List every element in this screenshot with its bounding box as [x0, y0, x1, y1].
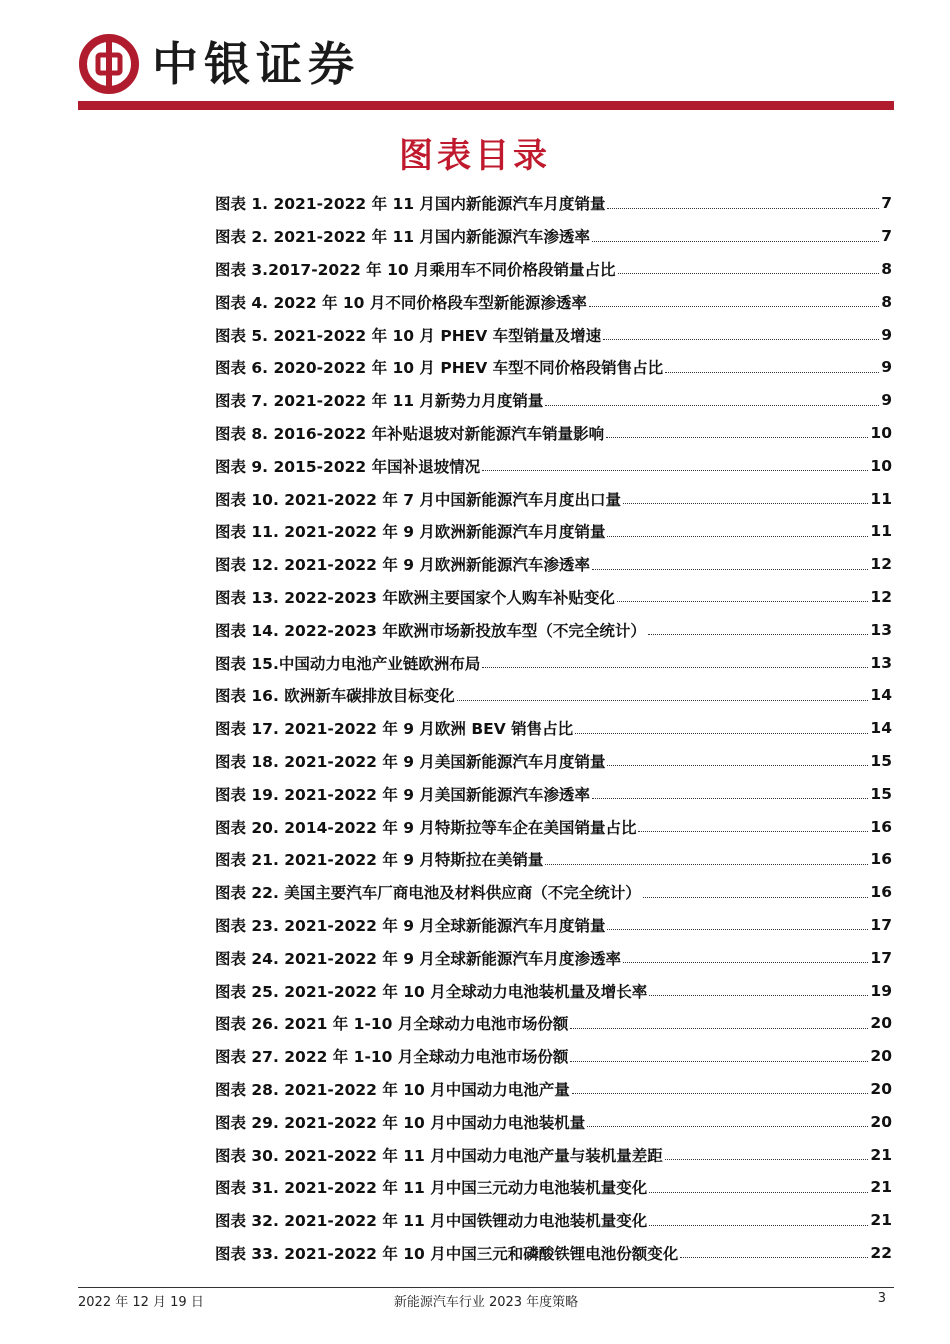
toc-leader-dots — [587, 1126, 868, 1127]
toc-entry[interactable] — [215, 482, 892, 515]
toc-entry-label: 图表 18. 2021-2022 年 9 月美国新能源汽车月度销量 — [215, 752, 606, 771]
toc-leader-dots — [607, 765, 868, 766]
toc-entry-page: 13 — [870, 653, 892, 672]
toc-leader-dots — [570, 1061, 868, 1062]
brand-name: 中银证券 — [152, 37, 360, 91]
toc-entry-page: 10 — [870, 423, 892, 442]
toc-entry[interactable] — [215, 318, 892, 351]
toc-entry-page: 8 — [881, 292, 892, 311]
toc-entry[interactable] — [215, 941, 892, 974]
toc-entry-label: 图表 7. 2021-2022 年 11 月新势力月度销量 — [215, 392, 544, 411]
toc-entry-page: 13 — [870, 620, 892, 639]
toc-leader-dots — [545, 864, 868, 865]
toc-leader-dots — [607, 208, 879, 209]
toc-entry-label: 图表 12. 2021-2022 年 9 月欧洲新能源汽车渗透率 — [215, 556, 590, 575]
toc-entry-page: 9 — [881, 358, 892, 377]
toc-entry-label: 图表 22. 美国主要汽车厂商电池及材料供应商（不完全统计） — [215, 884, 641, 903]
toc-entry-page: 20 — [870, 1014, 892, 1033]
toc-entry[interactable] — [215, 1007, 892, 1040]
toc-entry[interactable] — [215, 351, 892, 384]
toc-leader-dots — [623, 503, 868, 504]
toc-leader-dots — [592, 798, 868, 799]
toc-entry-label: 图表 32. 2021-2022 年 11 月中国铁锂动力电池装机量变化 — [215, 1212, 648, 1231]
toc-entry[interactable] — [215, 384, 892, 417]
toc-entry-label: 图表 15.中国动力电池产业链欧洲布局 — [215, 654, 481, 673]
toc-entry-page: 20 — [870, 1112, 892, 1131]
toc-leader-dots — [457, 700, 869, 701]
toc-entry-label: 图表 24. 2021-2022 年 9 月全球新能源汽车月度渗透率 — [215, 949, 621, 968]
toc-entry-label: 图表 3.2017-2022 年 10 月乘用车不同价格段销量占比 — [215, 260, 616, 279]
toc-entry-page: 7 — [881, 227, 892, 246]
toc-entry-page: 10 — [870, 456, 892, 475]
toc-entry-page: 20 — [870, 1079, 892, 1098]
toc-leader-dots — [665, 372, 879, 373]
toc-entry[interactable] — [215, 1138, 892, 1171]
toc-entry[interactable] — [215, 417, 892, 450]
toc-entry-page: 16 — [870, 817, 892, 836]
toc-entry-label: 图表 33. 2021-2022 年 10 月中国三元和磷酸铁锂电池份额变化 — [215, 1244, 679, 1263]
footer-date: 2022 年 12 月 19 日 — [78, 1295, 204, 1310]
toc-entry-page: 11 — [870, 489, 892, 508]
toc-entry-page: 21 — [870, 1145, 892, 1164]
toc-leader-dots — [617, 601, 869, 602]
toc-leader-dots — [607, 929, 868, 930]
toc-leader-dots — [648, 634, 869, 635]
toc-leader-dots — [618, 273, 880, 274]
toc-entry[interactable] — [215, 285, 892, 318]
toc-entry-label: 图表 13. 2022-2023 年欧洲主要国家个人购车补贴变化 — [215, 588, 615, 607]
toc-entry-page: 11 — [870, 522, 892, 541]
toc-entry-page: 14 — [870, 686, 892, 705]
toc-leader-dots — [575, 733, 868, 734]
footer-rule — [78, 1287, 894, 1288]
toc-entry[interactable] — [215, 220, 892, 253]
toc-entry-label: 图表 4. 2022 年 10 月不同价格段车型新能源渗透率 — [215, 293, 587, 312]
toc-entry[interactable] — [215, 449, 892, 482]
toc-leader-dots — [570, 1028, 868, 1029]
toc-leader-dots — [592, 241, 879, 242]
toc-entry[interactable] — [215, 613, 892, 646]
toc-leader-dots — [649, 1225, 868, 1226]
toc-leader-dots — [592, 569, 868, 570]
toc-entry-page: 14 — [870, 719, 892, 738]
toc-entry-page: 7 — [881, 194, 892, 213]
toc-entry-page: 17 — [870, 948, 892, 967]
toc-leader-dots — [638, 831, 868, 832]
toc-entry-page: 20 — [870, 1047, 892, 1066]
toc-leader-dots — [607, 536, 868, 537]
toc-entry-label: 图表 27. 2022 年 1-10 月全球动力电池市场份额 — [215, 1048, 569, 1067]
footer-page-number: 3 — [877, 1291, 886, 1306]
toc-leader-dots — [649, 995, 868, 996]
toc-entry[interactable] — [215, 1105, 892, 1138]
page-header — [78, 32, 360, 96]
toc-entry-label: 图表 17. 2021-2022 年 9 月欧洲 BEV 销售占比 — [215, 720, 574, 739]
toc-entry[interactable] — [215, 745, 892, 778]
toc-entry-label: 图表 21. 2021-2022 年 9 月特斯拉在美销量 — [215, 851, 544, 870]
toc-leader-dots — [589, 306, 879, 307]
toc-entry-page: 9 — [881, 325, 892, 344]
toc-entry-page: 16 — [870, 850, 892, 869]
toc-leader-dots — [649, 1192, 868, 1193]
toc-entry-label: 图表 11. 2021-2022 年 9 月欧洲新能源汽车月度销量 — [215, 523, 606, 542]
toc-entry-label: 图表 25. 2021-2022 年 10 月全球动力电池装机量及增长率 — [215, 982, 648, 1001]
toc-entry[interactable] — [215, 843, 892, 876]
toc-leader-dots — [606, 437, 868, 438]
footer-report-title: 新能源汽车行业 2023 年度策略 — [393, 1295, 579, 1310]
toc-entry-page: 12 — [870, 587, 892, 606]
toc-entry[interactable] — [215, 1073, 892, 1106]
toc-entry-label: 图表 1. 2021-2022 年 11 月国内新能源汽车月度销量 — [215, 195, 606, 214]
toc-entry-label: 图表 10. 2021-2022 年 7 月中国新能源汽车月度出口量 — [215, 490, 621, 509]
toc-list — [215, 187, 892, 1269]
toc-entry-page: 17 — [870, 915, 892, 934]
toc-entry-label: 图表 6. 2020-2022 年 10 月 PHEV 车型不同价格段销售占比 — [215, 359, 664, 378]
page-title: 图表目录 — [399, 136, 551, 176]
toc-entry[interactable] — [215, 187, 892, 220]
toc-leader-dots — [545, 405, 879, 406]
toc-entry-page: 15 — [870, 751, 892, 770]
toc-entry[interactable] — [215, 1237, 892, 1270]
toc-entry-label: 图表 29. 2021-2022 年 10 月中国动力电池装机量 — [215, 1113, 586, 1132]
toc-entry-label: 图表 5. 2021-2022 年 10 月 PHEV 车型销量及增速 — [215, 326, 602, 345]
toc-entry[interactable] — [215, 253, 892, 286]
toc-entry-label: 图表 19. 2021-2022 年 9 月美国新能源汽车渗透率 — [215, 785, 590, 804]
toc-entry-label: 图表 31. 2021-2022 年 11 月中国三元动力电池装机量变化 — [215, 1179, 648, 1198]
toc-entry-page: 22 — [870, 1243, 892, 1262]
toc-entry-label: 图表 8. 2016-2022 年补贴退坡对新能源汽车销量影响 — [215, 424, 605, 443]
toc-entry-label: 图表 16. 欧洲新车碳排放目标变化 — [215, 687, 455, 706]
toc-entry[interactable] — [215, 679, 892, 712]
toc-leader-dots — [482, 667, 868, 668]
toc-entry-label: 图表 30. 2021-2022 年 11 月中国动力电池产量与装机量差距 — [215, 1146, 663, 1165]
toc-entry[interactable] — [215, 777, 892, 810]
toc-entry-label: 图表 14. 2022-2023 年欧洲市场新投放车型（不完全统计） — [215, 621, 646, 640]
toc-entry-page: 19 — [870, 981, 892, 1000]
toc-entry-page: 21 — [870, 1178, 892, 1197]
toc-entry[interactable] — [215, 712, 892, 745]
toc-entry[interactable] — [215, 1204, 892, 1237]
toc-entry[interactable] — [215, 548, 892, 581]
toc-leader-dots — [603, 339, 879, 340]
toc-entry-page: 15 — [870, 784, 892, 803]
toc-entry[interactable] — [215, 974, 892, 1007]
toc-leader-dots — [572, 1093, 869, 1094]
toc-entry-label: 图表 23. 2021-2022 年 9 月全球新能源汽车月度销量 — [215, 916, 606, 935]
page-footer — [78, 1291, 894, 1311]
toc-entry[interactable] — [215, 646, 892, 679]
toc-entry[interactable] — [215, 1040, 892, 1073]
toc-entry[interactable] — [215, 515, 892, 548]
toc-entry-page: 16 — [870, 883, 892, 902]
toc-entry[interactable] — [215, 876, 892, 909]
toc-entry[interactable] — [215, 1171, 892, 1204]
toc-leader-dots — [482, 470, 868, 471]
toc-leader-dots — [680, 1257, 868, 1258]
bank-of-china-logo-icon — [78, 33, 140, 95]
toc-entry-label: 图表 2. 2021-2022 年 11 月国内新能源汽车渗透率 — [215, 228, 590, 247]
toc-entry[interactable] — [215, 909, 892, 942]
toc-entry-label: 图表 20. 2014-2022 年 9 月特斯拉等车企在美国销量占比 — [215, 818, 637, 837]
toc-entry-page: 9 — [881, 391, 892, 410]
toc-leader-dots — [643, 897, 869, 898]
toc-entry-label: 图表 9. 2015-2022 年国补退坡情况 — [215, 457, 481, 476]
toc-leader-dots — [623, 962, 868, 963]
toc-entry-page: 21 — [870, 1211, 892, 1230]
toc-entry[interactable] — [215, 581, 892, 614]
toc-entry-label: 图表 26. 2021 年 1-10 月全球动力电池市场份额 — [215, 1015, 569, 1034]
toc-leader-dots — [665, 1159, 869, 1160]
toc-entry-page: 8 — [881, 259, 892, 278]
toc-entry[interactable] — [215, 810, 892, 843]
toc-entry-label: 图表 28. 2021-2022 年 10 月中国动力电池产量 — [215, 1080, 570, 1099]
toc-entry-page: 12 — [870, 555, 892, 574]
header-rule — [78, 101, 894, 110]
